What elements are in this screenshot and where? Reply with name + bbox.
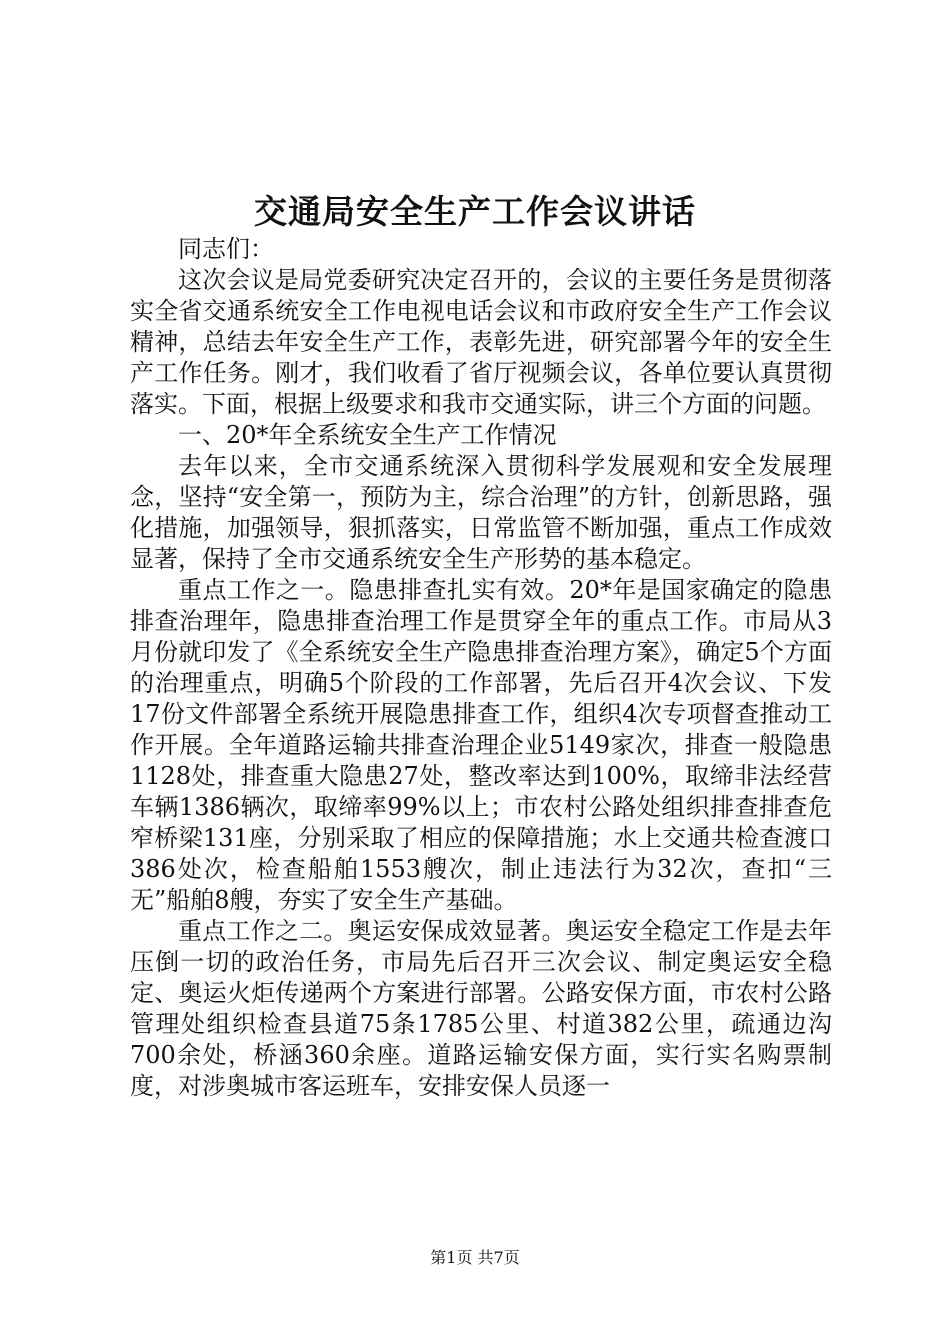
document-title: 交通局安全生产工作会议讲话 (254, 192, 696, 231)
body-paragraph: 重点工作之一。隐患排查扎实有效。20*年是国家确定的隐患排查治理年，隐患排查治理工作是贯穿全年的重点工作。市局从3月份就印发了《全系统安全生产隐患排查治理方案》，确定5个方面的治理重点，明确5个阶段的工作部署，先后召开4次会议、下发17份文件部署全系统开展隐患排查工作，组织4次专项督查推动工作开展。全年道路运输共排查治理企业5149家次，排查一般隐患1128处，排查重大隐患27处，整改率达到100%，取缔非法经营车辆1386辆次，取缔率99%以上；市农村公路处组织排查排查危窄桥梁131座，分别采取了相应的保障措施；水上交通共检查渡口386处次，检查船舶1553艘次，制止违法行为32次，查扣“三无”船舶8艘，夯实了安全生产基础。 (130, 576, 832, 914)
page-footer: 第1页 共7页 (430, 1248, 520, 1267)
salutation-paragraph: 同志们： (178, 235, 274, 263)
intro-paragraph: 这次会议是局党委研究决定召开的，会议的主要任务是贯彻落实全省交通系统安全工作电视电话会议和市政府安全生产工作会议精神，总结去年安全生产工作，表彰先进，研究部署今年的安全生产工作任务。刚才，我们收看了省厅视频会议，各单位要认真贯彻落实。下面，根据上级要求和我市交通实际，讲三个方面的问题。 (130, 266, 832, 418)
body-paragraph: 去年以来，全市交通系统深入贯彻科学发展观和安全发展理念，坚持“安全第一，预防为主，综合治理”的方针，创新思路，强化措施，加强领导，狠抓落实，日常监管不断加强，重点工作成效显著，保持了全市交通系统安全生产形势的基本稳定。 (130, 452, 832, 573)
section-heading: 一、20*年全系统安全生产工作情况 (178, 421, 557, 449)
document-body (130, 234, 832, 1102)
body-paragraph: 重点工作之二。奥运安保成效显著。奥运安全稳定工作是去年压倒一切的政治任务，市局先后召开三次会议、制定奥运安全稳定、奥运火炬传递两个方案进行部署。公路安保方面，市农村公路管理处组织检查县道75条1785公里、村道382公里，疏通边沟700余处，桥涵360余座。道路运输安保方面，实行实名购票制度，对涉奥城市客运班车，安排安保人员逐一 (130, 917, 832, 1100)
